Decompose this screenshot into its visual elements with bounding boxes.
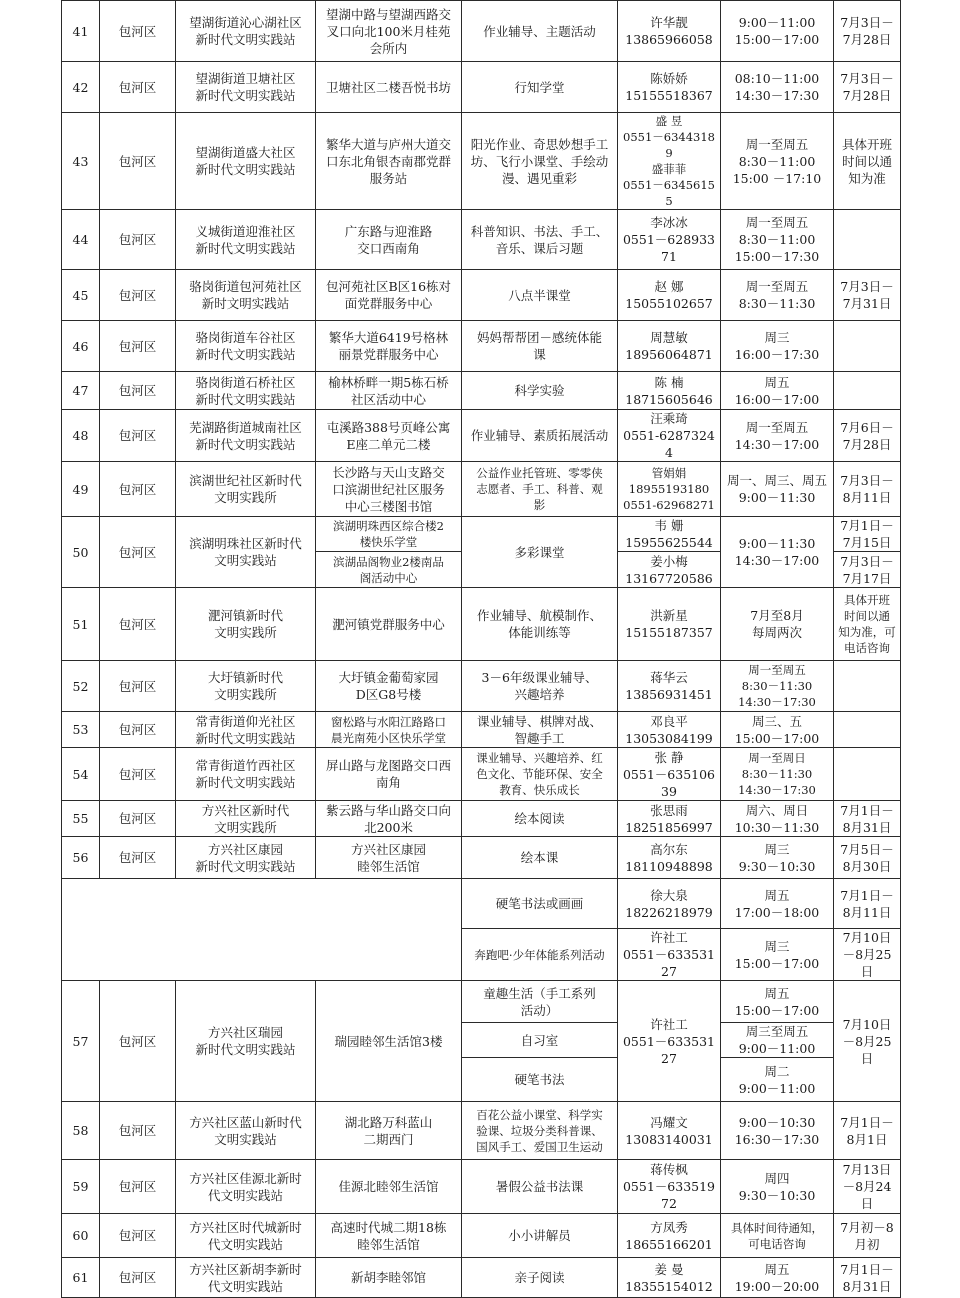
station-cell: 方兴社区蓝山新时代 文明实践站 — [176, 1102, 316, 1160]
contact-cell: 汪乘琦 0551-62873244 — [618, 410, 721, 462]
period-cell: 7月3日－ 7月31日 — [834, 270, 901, 321]
activity-cell: 课业辅导、兴趣培养、红 色文化、节能环保、安全 教育、快乐成长 — [462, 748, 618, 801]
district-cell: 包河区 — [100, 462, 176, 517]
contact-cell: 高尔东 18110948898 — [618, 837, 721, 879]
time-cell: 周一至周五 8:30－11:00 15:00 －17:10 — [721, 113, 834, 210]
station-cell: 常青街道仰光社区 新时代文明实践站 — [176, 712, 316, 748]
period-cell: 具体开班 时间以通 知为准，可 电话咨询 — [834, 588, 901, 661]
row-number: 54 — [62, 748, 100, 801]
station-cell: 滨湖明珠社区新时代 文明实践站 — [176, 517, 316, 588]
activity-cell: 阳光作业、奇思妙想手工 坊、飞行小课堂、手绘动 漫、遇见重彩 — [462, 113, 618, 210]
contact-cell: 许社工 0551－63353127 — [618, 929, 721, 981]
address-cell: 大圩镇金葡萄家园 D区G8号楼 — [316, 661, 462, 712]
address-cell: 屏山路与龙图路交口西 南角 — [316, 748, 462, 801]
row-number: 53 — [62, 712, 100, 748]
table-row — [62, 1258, 901, 1298]
time-cell: 周五 17:00－18:00 — [721, 879, 834, 929]
district-cell: 包河区 — [100, 517, 176, 588]
activity-cell: 八点半课堂 — [462, 270, 618, 321]
row-number: 41 — [62, 1, 100, 62]
table-row — [62, 210, 901, 270]
district-cell: 包河区 — [100, 837, 176, 879]
row-number: 55 — [62, 801, 100, 837]
time-cell: 周一至周五 8:30－11:00 15:00－17:30 — [721, 210, 834, 270]
period-cell: 7月3日－ 7月28日 — [834, 1, 901, 62]
district-cell: 包河区 — [100, 1, 176, 62]
time-cell: 周三 15:00－17:00 — [721, 929, 834, 981]
contact-cell: 张 静 0551－63510639 — [618, 748, 721, 801]
time-cell: 具体时间待通知， 可电话咨询 — [721, 1214, 834, 1258]
contact-cell: 徐大泉 18226218979 — [618, 879, 721, 929]
period-cell: 7月1日－ 8月11日 — [834, 879, 901, 929]
table-row — [62, 1102, 901, 1160]
contact-cell: 李冰冰 0551－62893371 — [618, 210, 721, 270]
table-row — [62, 372, 901, 410]
district-cell: 包河区 — [100, 801, 176, 837]
district-cell: 包河区 — [100, 410, 176, 462]
station-cell: 方兴社区时代城新时 代文明实践站 — [176, 1214, 316, 1258]
district-cell: 包河区 — [100, 1102, 176, 1160]
time-cell: 周三 16:00－17:30 — [721, 321, 834, 372]
row-number: 48 — [62, 410, 100, 462]
activity-cell: 作业辅导、航模制作、 体能训练等 — [462, 588, 618, 661]
contact-cell: 冯耀文 13083140031 — [618, 1102, 721, 1160]
address-cell: 滨湖明珠西区综合楼2 楼快乐学堂 — [316, 517, 462, 552]
activity-cell: 作业辅导、素质拓展活动 — [462, 410, 618, 462]
activity-cell: 亲子阅读 — [462, 1258, 618, 1298]
activity-cell: 行知学堂 — [462, 62, 618, 113]
time-cell: 7月至8月 每周两次 — [721, 588, 834, 661]
time-cell: 周一至周五 8:30－11:30 14:30－17:30 — [721, 661, 834, 712]
period-cell: 7月1日－ 8月31日 — [834, 1258, 901, 1298]
address-cell: 瑞园睦邻生活馆3楼 — [316, 981, 462, 1102]
table-row — [62, 981, 901, 1023]
contact-cell: 韦 姗 15955625544 — [618, 517, 721, 552]
activity-cell: 绘本课 — [462, 837, 618, 879]
contact-cell: 陈 楠 18715605646 — [618, 372, 721, 410]
district-cell: 包河区 — [100, 372, 176, 410]
table-row — [62, 588, 901, 661]
row-number: 43 — [62, 113, 100, 210]
district-cell: 包河区 — [100, 712, 176, 748]
period-cell: 7月10日 －8月25 日 — [834, 981, 901, 1102]
activity-cell: 课业辅导、棋牌对战、 智趣手工 — [462, 712, 618, 748]
station-cell: 骆岗街道包河苑社区 新时文明实践站 — [176, 270, 316, 321]
row-number: 44 — [62, 210, 100, 270]
district-cell: 包河区 — [100, 62, 176, 113]
address-cell: 广东路与迎淮路 交口西南角 — [316, 210, 462, 270]
time-cell: 周一至周五 14:30－17:00 — [721, 410, 834, 462]
address-cell: 淝河镇党群服务中心 — [316, 588, 462, 661]
address-cell: 繁华大道与庐州大道交 口东北角银杏南郡党群 服务站 — [316, 113, 462, 210]
blank-merged-cell — [62, 879, 462, 981]
row-number: 46 — [62, 321, 100, 372]
station-cell: 义城街道迎淮社区 新时代文明实践站 — [176, 210, 316, 270]
station-cell: 骆岗街道石桥社区 新时代文明实践站 — [176, 372, 316, 410]
period-cell: 7月1日－ 8月1日 — [834, 1102, 901, 1160]
district-cell: 包河区 — [100, 270, 176, 321]
time-cell: 周一至周日 8:30－11:30 14:30－17:30 — [721, 748, 834, 801]
table-row — [62, 410, 901, 462]
table-row — [62, 113, 901, 210]
activity-cell: 暑假公益书法课 — [462, 1160, 618, 1214]
period-cell: 7月1日－ 7月15日 — [834, 517, 901, 552]
contact-cell: 姜小梅 13167720586 — [618, 552, 721, 588]
address-cell: 卫塘社区二楼吾悦书坊 — [316, 62, 462, 113]
period-cell: 7月5日－ 8月30日 — [834, 837, 901, 879]
period-cell: 7月13日 －8月24 日 — [834, 1160, 901, 1214]
row-number: 49 — [62, 462, 100, 517]
address-cell: 新胡李睦邻馆 — [316, 1258, 462, 1298]
period-cell: 7月3日－ 7月28日 — [834, 62, 901, 113]
contact-cell: 方凤秀 18655166201 — [618, 1214, 721, 1258]
address-cell: 湖北路万科蓝山 二期西门 — [316, 1102, 462, 1160]
time-cell: 周三 9:30－10:30 — [721, 837, 834, 879]
station-cell: 滨湖世纪社区新时代 文明实践所 — [176, 462, 316, 517]
station-cell: 方兴社区新时代 文明实践所 — [176, 801, 316, 837]
time-cell: 周一、周三、周五 9:00－11:30 — [721, 462, 834, 517]
activity-cell: 科普知识、书法、手工、 音乐、课后习题 — [462, 210, 618, 270]
row-number: 47 — [62, 372, 100, 410]
table-row — [62, 879, 901, 929]
activity-table — [61, 0, 901, 1298]
contact-cell: 张思雨 18251856997 — [618, 801, 721, 837]
table-row — [62, 462, 901, 517]
table-row — [62, 1214, 901, 1258]
period-cell — [834, 661, 901, 712]
row-number: 57 — [62, 981, 100, 1102]
station-cell: 大圩镇新时代 文明实践所 — [176, 661, 316, 712]
address-cell: 榆林桥畔一期5栋石桥 社区活动中心 — [316, 372, 462, 410]
table-row — [62, 748, 901, 801]
station-cell: 望湖街道盛大社区 新时代文明实践站 — [176, 113, 316, 210]
contact-cell: 周慧敏 18956064871 — [618, 321, 721, 372]
time-cell: 周六、周日 10:30－11:30 — [721, 801, 834, 837]
activity-cell: 妈妈帮帮团－感统体能 课 — [462, 321, 618, 372]
activity-cell: 硬笔书法或画画 — [462, 879, 618, 929]
table-row — [62, 321, 901, 372]
table-row — [62, 517, 901, 552]
activity-cell: 公益作业托管班、零零侠 志愿者、手工、科普、观 影 — [462, 462, 618, 517]
period-cell: 7月初－8 月初 — [834, 1214, 901, 1258]
station-cell: 芜湖路街道城南社区 新时代文明实践站 — [176, 410, 316, 462]
row-number: 52 — [62, 661, 100, 712]
activity-cell: 小小讲解员 — [462, 1214, 618, 1258]
contact-cell: 陈娇娇 15155518367 — [618, 62, 721, 113]
time-cell: 周三至周五 9:00－11:00 — [721, 1023, 834, 1058]
address-cell: 滨湖品阁物业2楼南品 阁活动中心 — [316, 552, 462, 588]
station-cell: 方兴社区新胡李新时 代文明实践站 — [176, 1258, 316, 1298]
table-row — [62, 712, 901, 748]
period-cell: 7月10日 －8月25 日 — [834, 929, 901, 981]
contact-cell: 盛 昱 0551－63443189 盛菲菲 0551－63456155 — [618, 113, 721, 210]
activity-cell: 科学实验 — [462, 372, 618, 410]
activity-cell: 3－6年级课业辅导、 兴趣培养 — [462, 661, 618, 712]
contact-cell: 洪新星 15155187357 — [618, 588, 721, 661]
district-cell: 包河区 — [100, 113, 176, 210]
row-number: 51 — [62, 588, 100, 661]
contact-cell: 许华靓 13865966058 — [618, 1, 721, 62]
period-cell — [834, 372, 901, 410]
activity-cell: 硬笔书法 — [462, 1058, 618, 1102]
station-cell: 骆岗街道车谷社区 新时代文明实践站 — [176, 321, 316, 372]
contact-cell: 邓良平 13053084199 — [618, 712, 721, 748]
row-number: 60 — [62, 1214, 100, 1258]
period-cell: 7月3日－ 8月11日 — [834, 462, 901, 517]
row-number: 42 — [62, 62, 100, 113]
contact-cell: 许社工 0551－63353127 — [618, 981, 721, 1102]
activity-cell: 作业辅导、主题活动 — [462, 1, 618, 62]
station-cell: 淝河镇新时代 文明实践所 — [176, 588, 316, 661]
activity-cell: 绘本阅读 — [462, 801, 618, 837]
table-row — [62, 661, 901, 712]
row-number: 45 — [62, 270, 100, 321]
contact-cell: 姜 曼 18355154012 — [618, 1258, 721, 1298]
station-cell: 方兴社区康园 新时代文明实践站 — [176, 837, 316, 879]
time-cell: 周三、五 15:00－17:00 — [721, 712, 834, 748]
table-row — [62, 1, 901, 62]
address-cell: 屯溪路388号页峰公寓 E座二单元二楼 — [316, 410, 462, 462]
activity-cell: 百花公益小课堂、科学实 验课、垃圾分类科普课、 国风手工、爱国卫生运动 — [462, 1102, 618, 1160]
period-cell: 7月6日－ 7月28日 — [834, 410, 901, 462]
time-cell: 周一至周五 8:30－11:30 — [721, 270, 834, 321]
station-cell: 望湖街道卫塘社区 新时代文明实践站 — [176, 62, 316, 113]
table-row — [62, 270, 901, 321]
time-cell: 周五 16:00－17:00 — [721, 372, 834, 410]
time-cell: 9:00－11:30 14:30－17:00 — [721, 517, 834, 588]
period-cell — [834, 748, 901, 801]
period-cell: 7月1日－ 8月31日 — [834, 801, 901, 837]
contact-cell: 蒋传枫 0551－63351972 — [618, 1160, 721, 1214]
district-cell: 包河区 — [100, 1214, 176, 1258]
row-number: 58 — [62, 1102, 100, 1160]
district-cell: 包河区 — [100, 661, 176, 712]
activity-cell: 自习室 — [462, 1023, 618, 1058]
period-cell — [834, 712, 901, 748]
address-cell: 包河苑社区B区16栋对 面党群服务中心 — [316, 270, 462, 321]
address-cell: 窗松路与水阳江路路口 晨光南苑小区快乐学堂 — [316, 712, 462, 748]
address-cell: 长沙路与天山支路交 口滨湖世纪社区服务 中心三楼图书馆 — [316, 462, 462, 517]
row-number: 61 — [62, 1258, 100, 1298]
period-cell — [834, 210, 901, 270]
address-cell: 高速时代城二期18栋 睦邻生活馆 — [316, 1214, 462, 1258]
activity-cell: 多彩课堂 — [462, 517, 618, 588]
table-row — [62, 837, 901, 879]
time-cell: 9:00－11:00 15:00－17:00 — [721, 1, 834, 62]
address-cell: 方兴社区康园 睦邻生活馆 — [316, 837, 462, 879]
time-cell: 周二 9:00－11:00 — [721, 1058, 834, 1102]
activity-cell: 童趣生活（手工系列 活动） — [462, 981, 618, 1023]
time-cell: 周四 9:30－10:30 — [721, 1160, 834, 1214]
time-cell: 08:10－11:00 14:30－17:30 — [721, 62, 834, 113]
contact-cell: 赵 娜 15055102657 — [618, 270, 721, 321]
period-cell: 7月3日－ 7月17日 — [834, 552, 901, 588]
contact-cell: 管娟娟 18955193180 0551-62968271 — [618, 462, 721, 517]
row-number: 59 — [62, 1160, 100, 1214]
district-cell: 包河区 — [100, 1258, 176, 1298]
address-cell: 紫云路与华山路交口向 北200米 — [316, 801, 462, 837]
time-cell: 周五 15:00－17:00 — [721, 981, 834, 1023]
station-cell: 方兴社区佳源北新时 代文明实践站 — [176, 1160, 316, 1214]
table-row — [62, 801, 901, 837]
district-cell: 包河区 — [100, 321, 176, 372]
time-cell: 9:00－10:30 16:30－17:30 — [721, 1102, 834, 1160]
activity-cell: 奔跑吧·少年体能系列活动 — [462, 929, 618, 981]
address-cell: 望湖中路与望湖西路交 叉口向北100米月桂苑 会所内 — [316, 1, 462, 62]
table-row — [62, 1160, 901, 1214]
period-cell: 具体开班 时间以通 知为准 — [834, 113, 901, 210]
table-row — [62, 62, 901, 113]
address-cell: 佳源北睦邻生活馆 — [316, 1160, 462, 1214]
station-cell: 方兴社区瑞园 新时代文明实践站 — [176, 981, 316, 1102]
contact-cell: 蒋华云 13856931451 — [618, 661, 721, 712]
district-cell: 包河区 — [100, 748, 176, 801]
row-number: 56 — [62, 837, 100, 879]
row-number: 50 — [62, 517, 100, 588]
district-cell: 包河区 — [100, 981, 176, 1102]
station-cell: 望湖街道沁心湖社区 新时代文明实践站 — [176, 1, 316, 62]
district-cell: 包河区 — [100, 588, 176, 661]
address-cell: 繁华大道6419号格林 丽景党群服务中心 — [316, 321, 462, 372]
district-cell: 包河区 — [100, 1160, 176, 1214]
time-cell: 周五 19:00－20:00 — [721, 1258, 834, 1298]
station-cell: 常青街道竹西社区 新时代文明实践站 — [176, 748, 316, 801]
period-cell — [834, 321, 901, 372]
district-cell: 包河区 — [100, 210, 176, 270]
